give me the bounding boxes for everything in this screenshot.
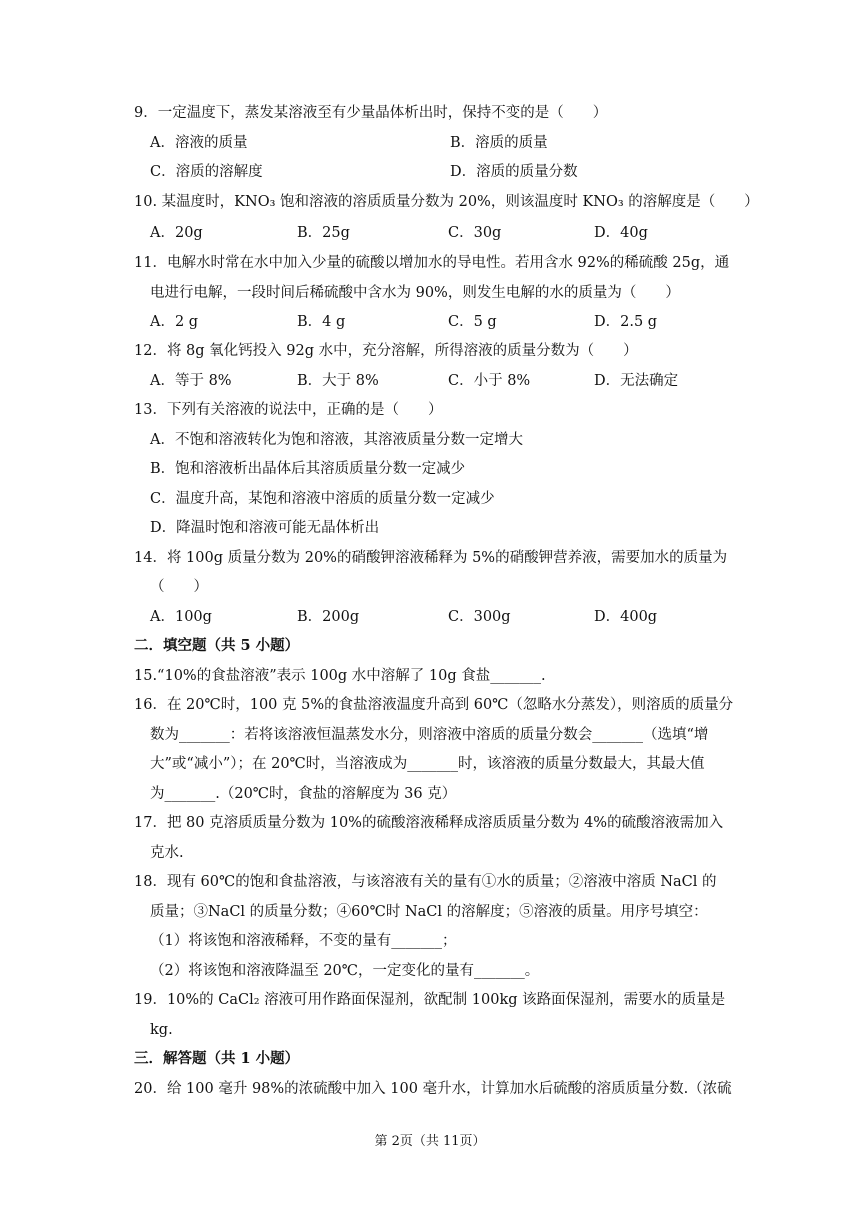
question-13-option-d: D．降温时饱和溶液可能无晶体析出 [150, 520, 380, 536]
question-17-line2: 克水. [150, 845, 184, 861]
question-12-option-a: A．等于 8% [150, 373, 232, 389]
question-10-option-c: C．30g [448, 225, 502, 241]
question-13-option-b: B．饱和溶液析出晶体后其溶质质量分数一定减少 [150, 461, 466, 477]
question-13-option-a: A．不饱和溶液转化为饱和溶液，其溶液质量分数一定增大 [150, 432, 523, 448]
question-16-line3: 大”或“减小”）；在 20℃时，当溶液成为_______时，该溶液的质量分数最大，其最大值 [150, 756, 705, 772]
question-9-option-a: A．溶液的质量 [150, 135, 248, 151]
question-9-option-d: D．溶质的质量分数 [450, 164, 578, 180]
question-20-line1: 20．给 100 毫升 98%的浓硫酸中加入 100 毫升水，计算加水后硫酸的溶质质量分数.（浓硫 [134, 1081, 732, 1097]
section-heading-fill-in: 二．填空题（共 5 小题） [134, 637, 300, 654]
question-12-option-b: B．大于 8% [297, 373, 379, 389]
question-11-stem-line2: 电进行电解，一段时间后稀硫酸中含水为 90%，则发生电解的水的质量为（ ） [150, 285, 680, 301]
question-16-line2: 数为_______：若将该溶液恒温蒸发水分，则溶液中溶质的质量分数会_______（选填“增 [150, 727, 709, 743]
page-footer: 第 2页（共 11页） [374, 1134, 486, 1149]
question-9-stem: 9．一定温度下，蒸发某溶液至有少量晶体析出时，保持不变的是（ ） [134, 105, 608, 121]
question-13-option-c: C．温度升高，某饱和溶液中溶质的质量分数一定减少 [150, 491, 495, 507]
question-10-option-a: A．20g [150, 225, 203, 241]
question-18-line2: 质量；③NaCl 的质量分数；④60℃时 NaCl 的溶解度；⑤溶液的质量。用序号填空： [150, 904, 708, 920]
question-18-sub1: （1）将该饱和溶液稀释，不变的量有_______； [150, 933, 457, 949]
question-14-option-b: B．200g [297, 609, 360, 625]
question-11-stem-line1: 11．电解水时常在水中加入少量的硫酸以增加水的导电性。若用含水 92%的稀硫酸 25g，通 [134, 255, 730, 271]
question-16-line4: 为_______.（20℃时，食盐的溶解度为 36 克） [150, 786, 457, 802]
question-15: 15.“10%的食盐溶液”表示 100g 水中溶解了 10g 食盐_______. [134, 668, 546, 684]
question-9-option-b: B．溶质的质量 [450, 135, 548, 151]
question-12-option-d: D．无法确定 [594, 373, 679, 389]
question-14-option-a: A．100g [150, 609, 212, 625]
question-14-option-d: D．400g [594, 609, 658, 625]
question-17-line1: 17．把 80 克溶质质量分数为 10%的硫酸溶液稀释成溶质质量分数为 4%的硫酸溶液需加入 [134, 815, 724, 831]
question-14-stem-line2: （ ） [150, 579, 208, 595]
question-9-option-c: C．溶质的溶解度 [150, 164, 263, 180]
question-18-sub2: （2）将该饱和溶液降温至 20℃，一定变化的量有_______。 [150, 963, 540, 979]
question-11-option-d: D．2.5 g [594, 314, 658, 330]
question-14-option-c: C．300g [448, 609, 511, 625]
question-10-option-b: B．25g [297, 225, 350, 241]
question-12-stem: 12．将 8g 氧化钙投入 92g 水中，充分溶解，所得溶液的质量分数为（ ） [134, 343, 638, 359]
question-10-option-d: D．40g [594, 225, 648, 241]
section-heading-answer: 三．解答题（共 1 小题） [134, 1050, 300, 1067]
question-16-line1: 16．在 20℃时，100 克 5%的食盐溶液温度升高到 60℃（忽略水分蒸发），则溶质的质量分 [134, 697, 734, 713]
question-14-stem-line1: 14．将 100g 质量分数为 20%的硝酸钾溶液稀释为 5%的硝酸钾营养液，需要加水的质量为 [134, 550, 728, 566]
question-11-option-a: A．2 g [150, 314, 199, 330]
question-18-line1: 18．现有 60℃的饱和食盐溶液，与该溶液有关的量有①水的质量；②溶液中溶质 NaCl 的 [134, 874, 717, 890]
question-11-option-c: C．5 g [448, 314, 497, 330]
question-12-option-c: C．小于 8% [448, 373, 531, 389]
question-19-line2: kg. [150, 1022, 173, 1038]
question-19-line1: 19．10%的 CaCl₂ 溶液可用作路面保湿剂，欲配制 100kg 该路面保湿剂，需要水的质量是 [134, 992, 726, 1008]
question-10-stem: 10. 某温度时，KNO₃ 饱和溶液的溶质质量分数为 20%，则该温度时 KNO₃ 的溶解度是（ ） [134, 194, 759, 210]
question-13-stem: 13．下列有关溶液的说法中，正确的是（ ） [134, 402, 443, 418]
question-11-option-b: B．4 g [297, 314, 346, 330]
